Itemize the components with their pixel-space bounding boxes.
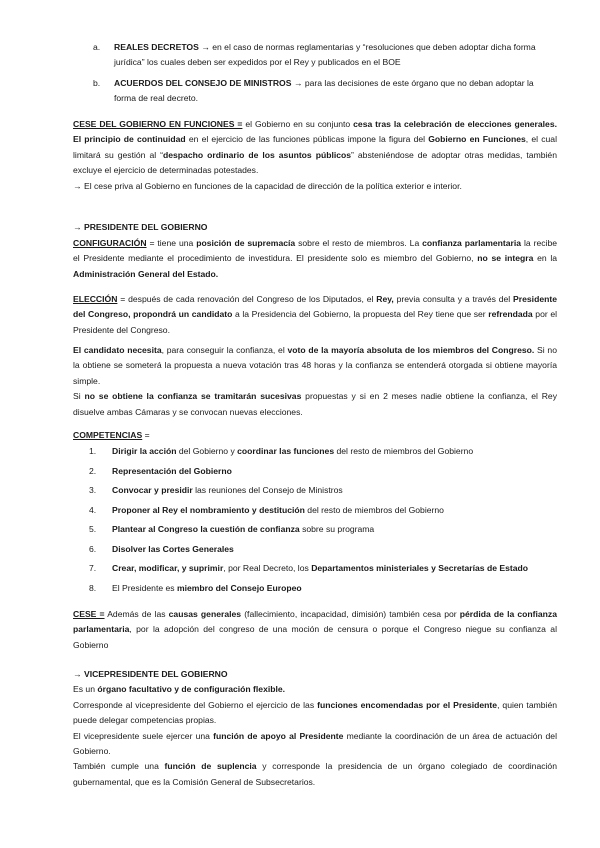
bold-run: Crear, modificar, y suprimir: [112, 563, 224, 573]
text-run: sobre el resto de miembros. La: [295, 238, 423, 248]
bold-run: El candidato necesita: [73, 345, 162, 355]
bold-run: Gobierno en Funciones: [428, 134, 526, 145]
text-run: El Presidente es: [112, 582, 177, 593]
bold-run: Administración General del Estado.: [73, 268, 219, 279]
list-text: → para las decisiones de este órgano que no deban adoptar la forma de real decreto.: [114, 78, 534, 104]
text-run: =: [142, 430, 150, 440]
bold-run: Convocar y presidir: [112, 485, 193, 495]
text-run: mediante la coordinación de un área de actuación del Gobierno.: [73, 730, 557, 757]
list-bold: ACUERDOS DEL CONSEJO DE MINISTROS: [114, 78, 292, 88]
text-run: , el cual limitará su gestión al “: [73, 134, 557, 160]
text-run: las reuniones del Consejo de Ministros: [192, 485, 343, 495]
text-run: en la: [533, 253, 558, 264]
list-bold: REALES DECRETOS: [114, 42, 199, 52]
bold-run: Plantear al Congreso la cuestión de confianza: [112, 524, 300, 534]
text-run: del resto de miembros del Gobierno: [304, 504, 444, 515]
section-label-competencias: COMPETENCIAS: [73, 430, 143, 440]
text-run: , por Real Decreto, los: [223, 563, 312, 573]
bold-run: pérdida de la confianza parlamentaria: [73, 609, 557, 635]
bold-run: función de suplencia: [164, 761, 257, 772]
bold-run: no se integra: [477, 253, 534, 264]
bold-run: Rey,: [376, 294, 394, 304]
list-number: 5.: [89, 524, 97, 534]
text-run: en el ejercicio de las funciones públicas impone la figura del: [185, 134, 429, 145]
paragraph-cese: [73, 607, 557, 653]
list-number: 8.: [89, 582, 97, 593]
text-run: Es un: [73, 684, 98, 695]
text-run: Si no la obtiene se someterá la propuesta a nueva votación tras 48 horas y la confianza se entenderá otorgada si obtiene mayoría simple.: [73, 345, 557, 386]
bold-run: cesa tras la celebración de elecciones generales. El principio de continuidad: [73, 119, 557, 145]
section-label-eleccion: ELECCIÓN: [73, 294, 118, 304]
section-vicepresidente: [73, 667, 557, 790]
section-label-configuracion: CONFIGURACIÓN: [73, 238, 147, 248]
list-number: 6.: [89, 543, 97, 554]
bold-run: Departamentos ministeriales y Secretarías de Estado: [311, 563, 529, 573]
text-run: del resto de miembros del Gobierno: [334, 446, 474, 456]
text-run: ” absteniéndose de adoptar otras medidas, también excluye el ejercicio de determinadas potestades.: [73, 149, 557, 176]
heading-vicepresidente: → VICEPRESIDENTE DEL GOBIERNO: [73, 669, 228, 679]
text-run: a la Presidencia del Gobierno, la propuesta del Rey tiene que ser: [232, 309, 489, 320]
text-run: propuestas y si en 2 meses nadie obtiene la confianza, el Rey disuelve ambas Cámaras y se convocan nuevas elecciones.: [73, 391, 557, 417]
text-run: Además de las: [104, 609, 169, 619]
text-run: la recibe el Presidente mediante el procedimiento de investidura. El presidente solo es miembro del Gobierno,: [73, 238, 558, 264]
list-letter: b.: [93, 78, 101, 88]
bold-run: Presidente del Congreso, propondrá un candidato: [73, 294, 557, 320]
text-run: , quien también puede delegar competencias propias.: [73, 699, 558, 726]
list-number: 1.: [89, 446, 97, 456]
list-number: 3.: [89, 485, 97, 495]
section-label-cese-funciones: CESE DEL GOBIERNO EN FUNCIONES =: [73, 119, 243, 129]
heading-presidente: → PRESIDENTE DEL GOBIERNO: [73, 222, 208, 232]
paragraph-candidato: [73, 343, 557, 420]
paragraph-configuracion: [73, 236, 557, 282]
bold-run: funciones encomendadas por el Presidente: [317, 699, 498, 710]
bold-run: refrendada: [488, 309, 533, 320]
bold-run: órgano facultativo y de configuración flexible.: [97, 684, 286, 695]
bold-run: Dirigir la acción: [112, 446, 177, 456]
text-run: = después de cada renovación del Congreso de los Diputados, el: [117, 294, 377, 304]
bold-run: voto de la mayoría absoluta de los miembros del Congreso.: [287, 345, 535, 355]
bold-run: miembro del Consejo Europeo: [176, 582, 302, 593]
text-run: Corresponde al vicepresidente del Gobierno el ejercicio de las: [73, 699, 318, 710]
competencias-heading: [73, 428, 557, 443]
list-number: 4.: [89, 504, 97, 515]
bold-run: coordinar las funciones: [237, 446, 335, 456]
list-letter: a.: [93, 42, 101, 52]
paragraph-eleccion: [73, 292, 557, 338]
text-run: por el Presidente del Congreso.: [73, 309, 558, 335]
text-run: sobre su programa: [299, 524, 375, 534]
text-run: , por la adopción del congreso de una moción de censura o porque el Congreso niegue su confianza al Gobierno: [73, 624, 557, 650]
bold-run: Proponer al Rey el nombramiento y destitución: [112, 504, 305, 515]
text-run: y corresponde la presidencia de un órgano colegiado de coordinación gubernamental, que es la Comisión General de Subsecretarios.: [73, 761, 557, 787]
section-label-cese: CESE =: [73, 609, 105, 619]
text-run: , para conseguir la confianza, el: [161, 345, 288, 355]
text-run: Si: [73, 391, 85, 402]
bold-run: causas generales: [168, 609, 242, 619]
bold-run: confianza parlamentaria: [422, 238, 522, 248]
bold-run: posición de supremacía: [196, 238, 296, 248]
list-number: 2.: [89, 465, 97, 476]
bold-run: no se obtiene la confianza se tramitarán sucesivas: [84, 391, 302, 402]
text-run: El vicepresidente suele ejercer una: [73, 730, 214, 741]
text-run: = tiene una: [146, 238, 197, 248]
text-run: el Gobierno en su conjunto: [242, 119, 354, 129]
text-run: del Gobierno y: [176, 446, 238, 456]
text-run: previa consulta y a través del: [393, 294, 514, 304]
list-text: → en el caso de normas reglamentarias y “resoluciones que deben adoptar dicha forma jurídica” los cuales deben ser expedidos por el Rey y publicados en el BOE: [114, 42, 536, 68]
bold-run: función de apoyo al Presidente: [213, 730, 344, 741]
bold-run: Disolver las Cortes Generales: [112, 543, 234, 554]
paragraph-cese-funciones: [73, 117, 557, 194]
text-run: También cumple una: [73, 761, 165, 772]
list-number: 7.: [89, 563, 97, 573]
bold-run: Representación del Gobierno: [112, 465, 232, 476]
bold-run: despacho ordinario de los asuntos públicos: [163, 149, 352, 160]
note-cese: → El cese priva al Gobierno en funciones de la capacidad de dirección de la política exterior e interior.: [73, 180, 462, 191]
text-run: (fallecimiento, incapacidad, dimisión) también cesa por: [241, 609, 460, 619]
